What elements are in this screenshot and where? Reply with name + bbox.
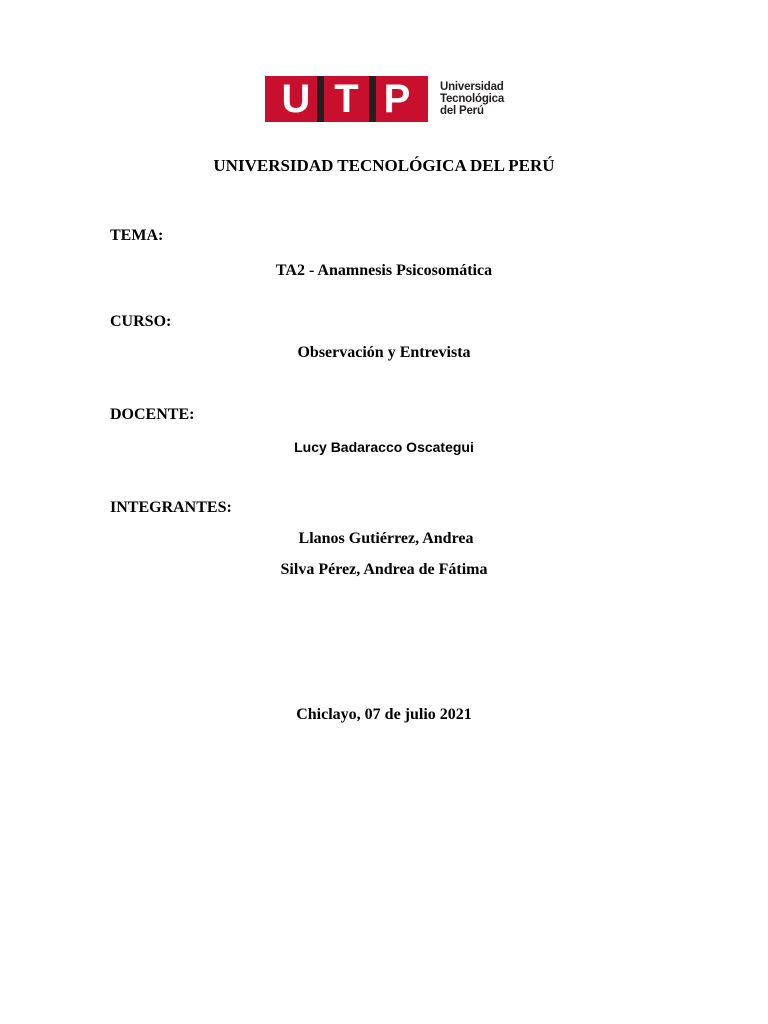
docente-label: DOCENTE:	[110, 406, 195, 423]
logo-letter-u: U	[281, 77, 311, 121]
curso-label: CURSO:	[110, 313, 172, 330]
docente-value: Lucy Badaracco Oscategui	[294, 439, 474, 455]
logo-separator	[369, 76, 376, 122]
utp-logo-block	[265, 76, 428, 122]
member-name: Llanos Gutiérrez, Andrea	[298, 530, 474, 547]
university-title: UNIVERSIDAD TECNOLÓGICA DEL PERÚ	[213, 156, 555, 175]
logo-separator	[317, 76, 324, 122]
logo-text-line: Universidad	[440, 81, 504, 93]
integrantes-label: INTEGRANTES:	[110, 499, 232, 516]
logo-text-line: del Perú	[440, 105, 484, 117]
logo-letter-t: T	[334, 77, 359, 121]
tema-value: TA2 - Anamnesis Psicosomática	[275, 262, 493, 279]
curso-value: Observación y Entrevista	[297, 344, 471, 361]
member-name: Silva Pérez, Andrea de Fátima	[280, 561, 488, 578]
utp-logo	[265, 76, 525, 122]
place-date: Chiclayo, 07 de julio 2021	[296, 706, 472, 723]
tema-label: TEMA:	[110, 227, 164, 244]
logo-wordmark	[440, 81, 504, 117]
logo-text-line: Tecnológica	[440, 93, 505, 105]
logo-letter-p: P	[383, 77, 411, 121]
